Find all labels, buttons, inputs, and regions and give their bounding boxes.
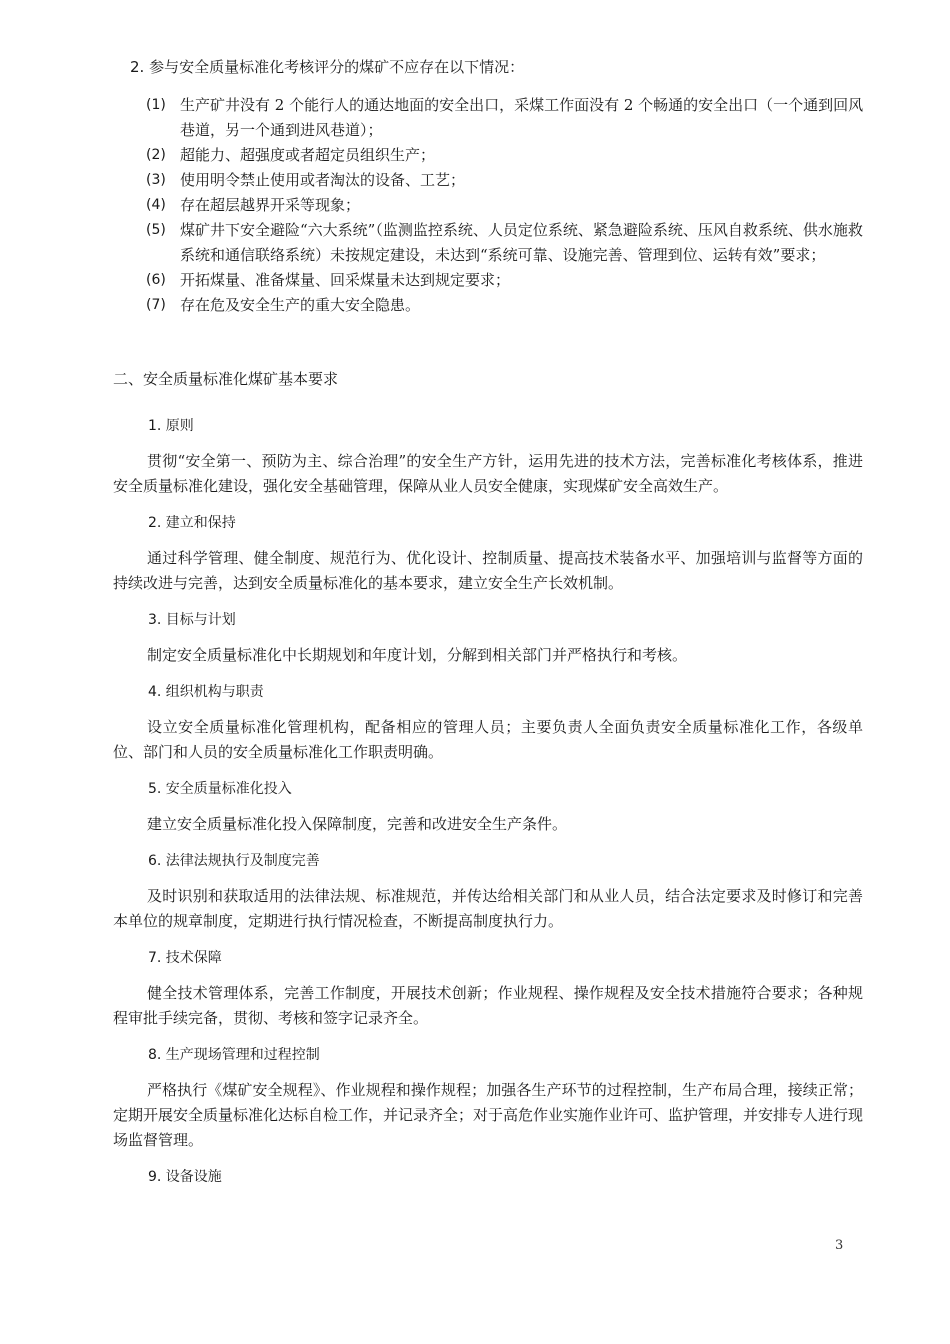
list-text: 使用明令禁止使用或者淘汰的设备、工艺； (180, 171, 466, 189)
subsection-heading: 4. 组织机构与职责 (148, 684, 264, 700)
list-item (146, 93, 866, 143)
list-number: (7) (146, 297, 166, 313)
list-item (146, 143, 866, 168)
subsection-paragraph: 严格执行《煤矿安全规程》、作业规程和操作规程；加强各生产环节的过程控制，生产布局合理，接续正常；定期开展安全质量标准化达标自检工作，并记录齐全；对于高危作业实施作业许可、监护管理，并安排专人进行现场监督管理。 (113, 1081, 864, 1149)
intro-heading: 2. 参与安全质量标准化考核评分的煤矿不应存在以下情况： (130, 58, 525, 76)
list-number: (6) (146, 272, 166, 288)
subsection-paragraph: 制定安全质量标准化中长期规划和年度计划，分解到相关部门并严格执行和考核。 (147, 646, 688, 664)
subsection-heading: 9. 设备设施 (148, 1169, 222, 1185)
list-number: (5) (146, 222, 166, 238)
section-title: 二、安全质量标准化煤矿基本要求 (113, 370, 339, 388)
subsection-heading: 7. 技术保障 (148, 950, 222, 966)
conditions-list (146, 93, 866, 318)
list-number: (4) (146, 197, 166, 213)
subsection-paragraph: 建立安全质量标准化投入保障制度，完善和改进安全生产条件。 (147, 815, 568, 833)
list-number: (2) (146, 147, 166, 163)
list-number: (3) (146, 172, 166, 188)
list-text: 生产矿井没有 2 个能行人的通达地面的安全出口，采煤工作面没有 2 个畅通的安全出口（一个通到回风巷道，另一个通到进风巷道）； (180, 96, 864, 139)
list-item (146, 193, 866, 218)
list-number: (1) (146, 97, 166, 113)
list-item (146, 168, 866, 193)
list-text: 煤矿井下安全避险“六大系统”（监测监控系统、人员定位系统、紧急避险系统、压风自救系统、供水施救系统和通信联络系统）未按规定建设，未达到“系统可靠、设施完善、管理到位、运转有效”要求； (180, 221, 863, 264)
subsection-paragraph: 设立安全质量标准化管理机构，配备相应的管理人员；主要负责人全面负责安全质量标准化工作，各级单位、部门和人员的安全质量标准化工作职责明确。 (113, 718, 863, 761)
list-item (146, 218, 866, 268)
list-item (146, 293, 866, 318)
subsection-heading: 5. 安全质量标准化投入 (148, 781, 292, 797)
list-item (146, 268, 866, 293)
subsection-paragraph: 健全技术管理体系，完善工作制度，开展技术创新；作业规程、操作规程及安全技术措施符合要求；各种规程审批手续完备，贯彻、考核和签字记录齐全。 (113, 984, 863, 1027)
requirements-blocks (113, 414, 863, 1189)
page-number: 3 (835, 1238, 844, 1253)
subsection-paragraph: 通过科学管理、健全制度、规范行为、优化设计、控制质量、提高技术装备水平、加强培训与监督等方面的持续改进与完善，达到安全质量标准化的基本要求，建立安全生产长效机制。 (113, 549, 863, 592)
list-text: 存在危及安全生产的重大安全隐患。 (180, 296, 421, 314)
subsection-heading: 6. 法律法规执行及制度完善 (148, 853, 320, 869)
subsection-heading: 1. 原则 (148, 418, 194, 434)
list-text: 存在超层越界开采等现象； (180, 196, 361, 214)
list-text: 开拓煤量、准备煤量、回采煤量未达到规定要求； (180, 271, 511, 289)
subsection-paragraph: 贯彻“安全第一、预防为主、综合治理”的安全生产方针，运用先进的技术方法，完善标准化考核体系，推进安全质量标准化建设，强化安全基础管理，保障从业人员安全健康，实现煤矿安全高效生产。 (113, 452, 863, 495)
list-text: 超能力、超强度或者超定员组织生产； (180, 146, 436, 164)
subsection-heading: 8. 生产现场管理和过程控制 (148, 1047, 320, 1063)
subsection-heading: 3. 目标与计划 (148, 612, 236, 628)
subsection-paragraph: 及时识别和获取适用的法律法规、标准规范，并传达给相关部门和从业人员，结合法定要求及时修订和完善本单位的规章制度，定期进行执行情况检查，不断提高制度执行力。 (113, 887, 863, 930)
subsection-heading: 2. 建立和保持 (148, 515, 236, 531)
